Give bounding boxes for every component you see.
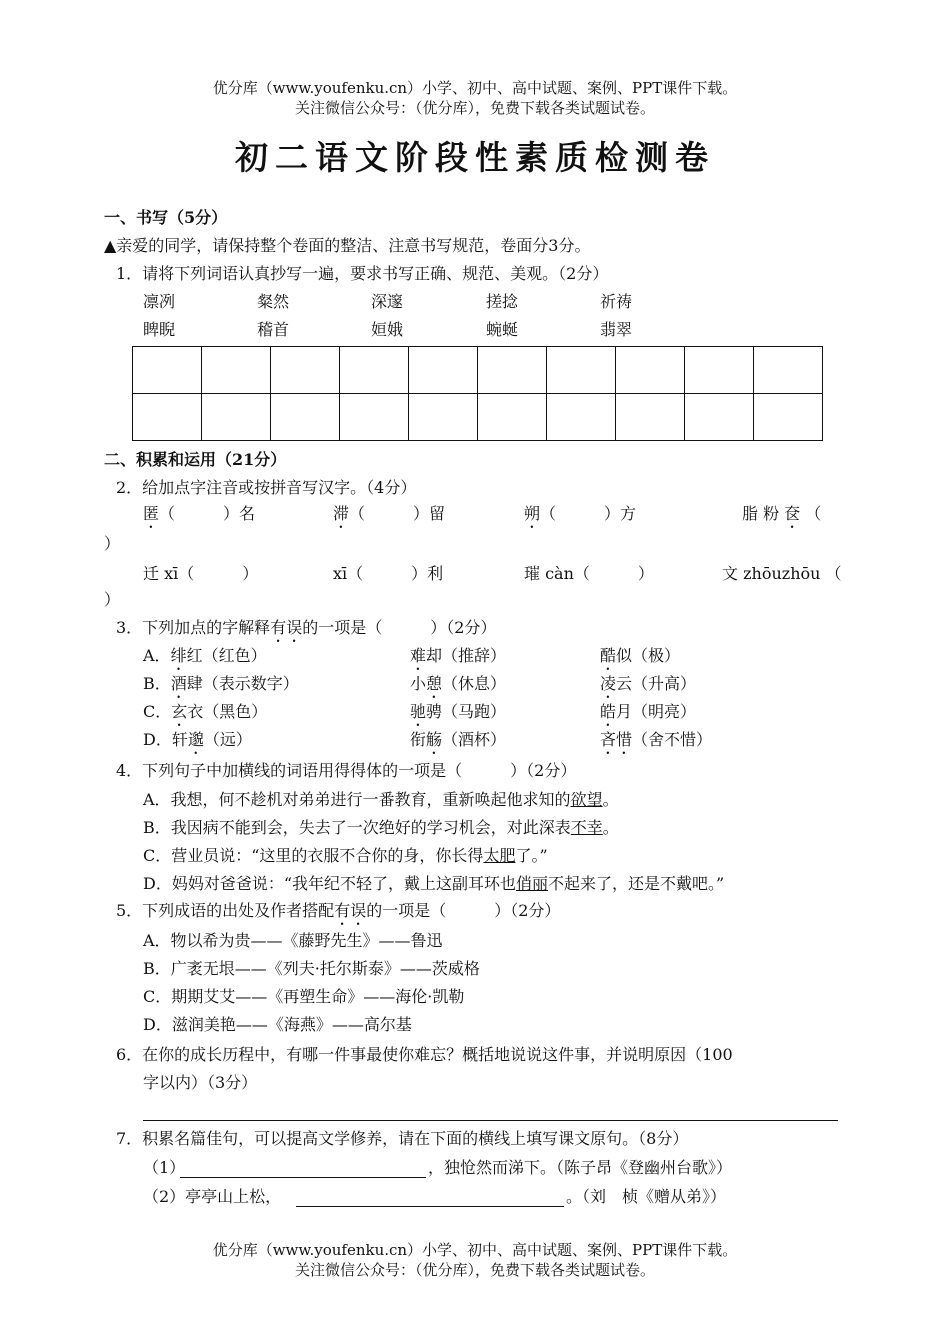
header-line-2: 关注微信公众号：（优分库），免费下载各类试题试卷。 [294,99,655,117]
section-2-heading: 二、积累和运用（21分） [104,450,287,469]
grid-cell[interactable] [478,394,547,441]
q2-item-g: 璀 càn（ ） [524,564,654,583]
q6-answer-line[interactable] [143,1120,838,1121]
q7-line-2-prefix: （2）亭亭山上松， [143,1187,282,1206]
word: 姮娥 [371,320,404,339]
grid-cell[interactable] [271,347,340,394]
q2-item-b: 滞（ ）留 [333,504,446,523]
grid-cell[interactable] [754,347,823,394]
word: 蜿蜒 [486,320,519,339]
word: 搓捻 [486,292,519,311]
grid-cell[interactable] [271,394,340,441]
question-3-stem: 3．下列加点的字解释有误的一项是（ ）（2分） [116,618,497,637]
q4-option-c: C．营业员说：“这里的衣服不合你的身，你长得太肥了。” [143,846,548,865]
q3-option: A．绯红（红色） [143,646,267,665]
q3-option: 酷似（极） [600,646,681,665]
q3-option: 皓月（明亮） [600,702,697,721]
q7-blank-1[interactable] [180,1177,426,1178]
grid-cell[interactable] [340,347,409,394]
word: 凛冽 [143,292,176,311]
page-title: 初二语文阶段性素质检测卷 [235,138,715,177]
question-4-stem: 4．下列句子中加横线的词语用得得体的一项是（ ）（2分） [116,761,577,780]
grid-cell[interactable] [202,347,271,394]
word: 深邃 [371,292,404,311]
q2-item-a: 匿（ ）名 [143,504,256,523]
q3-option: D．轩邈（远） [143,730,252,749]
word: 稽首 [257,320,290,339]
grid-cell[interactable] [616,394,685,441]
q7-line-1-suffix: ，独怆然而涕下。（陈子昂《登幽州台歌》） [428,1158,733,1177]
grid-cell[interactable] [478,347,547,394]
grid-cell[interactable] [685,394,754,441]
q4-option-b: B．我因病不能到会，失去了一次绝好的学习机会，对此深表不幸。 [143,818,619,837]
question-1-stem: 1．请将下列词语认真抄写一遍，要求书写正确、规范、美观。（2分） [116,264,609,283]
q3-option: 衔觞（酒杯） [410,730,507,749]
grid-cell[interactable] [754,394,823,441]
footer-line-1: 优分库（www.youfenku.cn）小学、初中、高中试题、案例、PPT课件下载。 [212,1241,738,1259]
word: 祈祷 [600,292,633,311]
footer-line-2: 关注微信公众号：（优分库），免费下载各类试题试卷。 [294,1261,655,1279]
grid-cell[interactable] [202,394,271,441]
grid-cell[interactable] [133,347,202,394]
question-7-stem: 7．积累名篇佳句，可以提高文学修养，请在下面的横线上填写课文原句。（8分） [116,1129,689,1148]
word: 睥睨 [143,320,176,339]
q2-item-h: 文 zhōuzhōu （ [722,564,842,583]
q3-option: 吝惜（舍不惜） [600,730,713,749]
header-line-1: 优分库（www.youfenku.cn）小学、初中、高中试题、案例、PPT课件下载。 [212,79,738,97]
q3-option: C．玄衣（黑色） [143,702,268,721]
section-1-note: ▲亲爱的同学，请保持整个卷面的整洁、注意书写规范，卷面分3分。 [104,236,591,255]
question-6-stem: 6．在你的成长历程中，有哪一件事最使你难忘？概括地说说这件事，并说明原因（100 [116,1045,733,1064]
q2-item-e: 迁 xī（ ） [143,564,259,583]
q3-option: B．酒肆（表示数字） [143,674,299,693]
question-2-stem: 2．给加点字注音或按拼音写汉字。（4分） [116,478,417,497]
grid-cell[interactable] [133,394,202,441]
q2-item-c: 朔（ ）方 [524,504,637,523]
q2-item-d: 脂 粉 奁 （ [742,504,822,523]
question-5-stem: 5．下列成语的出处及作者搭配有误的一项是（ ）（2分） [116,901,561,920]
grid-cell[interactable] [616,347,685,394]
q5-option-a: A．物以希为贵——《藤野先生》——鲁迅 [143,931,443,950]
grid-cell[interactable] [409,347,478,394]
q3-option: 难却（推辞） [410,646,507,665]
q2-item-d-close: ） [104,534,121,553]
q3-option: 凌云（升高） [600,674,697,693]
grid-cell[interactable] [547,394,616,441]
q2-item-f: xī（ ）利 [333,564,444,583]
grid-cell[interactable] [685,347,754,394]
q4-option-d: D．妈妈对爸爸说：“我年纪不轻了，戴上这副耳环也俏丽不起来了，还是不戴吧。” [143,874,725,893]
q7-line-2-suffix: 。（刘 桢《赠从弟》） [566,1187,727,1206]
grid-cell[interactable] [340,394,409,441]
writing-grid[interactable] [132,346,823,441]
word: 翡翠 [600,320,633,339]
word: 粲然 [257,292,290,311]
grid-cell[interactable] [409,394,478,441]
q3-option: 小憩（休息） [410,674,507,693]
q3-option: 驰骋（马跑） [410,702,507,721]
q2-item-h-close: ） [104,590,121,609]
q4-option-a: A．我想，何不趁机对弟弟进行一番教育，重新唤起他求知的欲望。 [143,790,619,809]
grid-cell[interactable] [547,347,616,394]
section-1-heading: 一、书写（5分） [104,208,228,227]
question-6-stem-cont: 字以内）（3分） [143,1073,258,1092]
q5-option-d: D．滋润美艳——《海燕》——高尔基 [143,1015,412,1034]
q5-option-b: B．广袤无垠——《列夫·托尔斯泰》——茨威格 [143,959,480,978]
q7-blank-2[interactable] [296,1206,564,1207]
q7-line-1-prefix: （1） [143,1158,186,1177]
q5-option-c: C．期期艾艾——《再塑生命》——海伦·凯勒 [143,987,465,1006]
